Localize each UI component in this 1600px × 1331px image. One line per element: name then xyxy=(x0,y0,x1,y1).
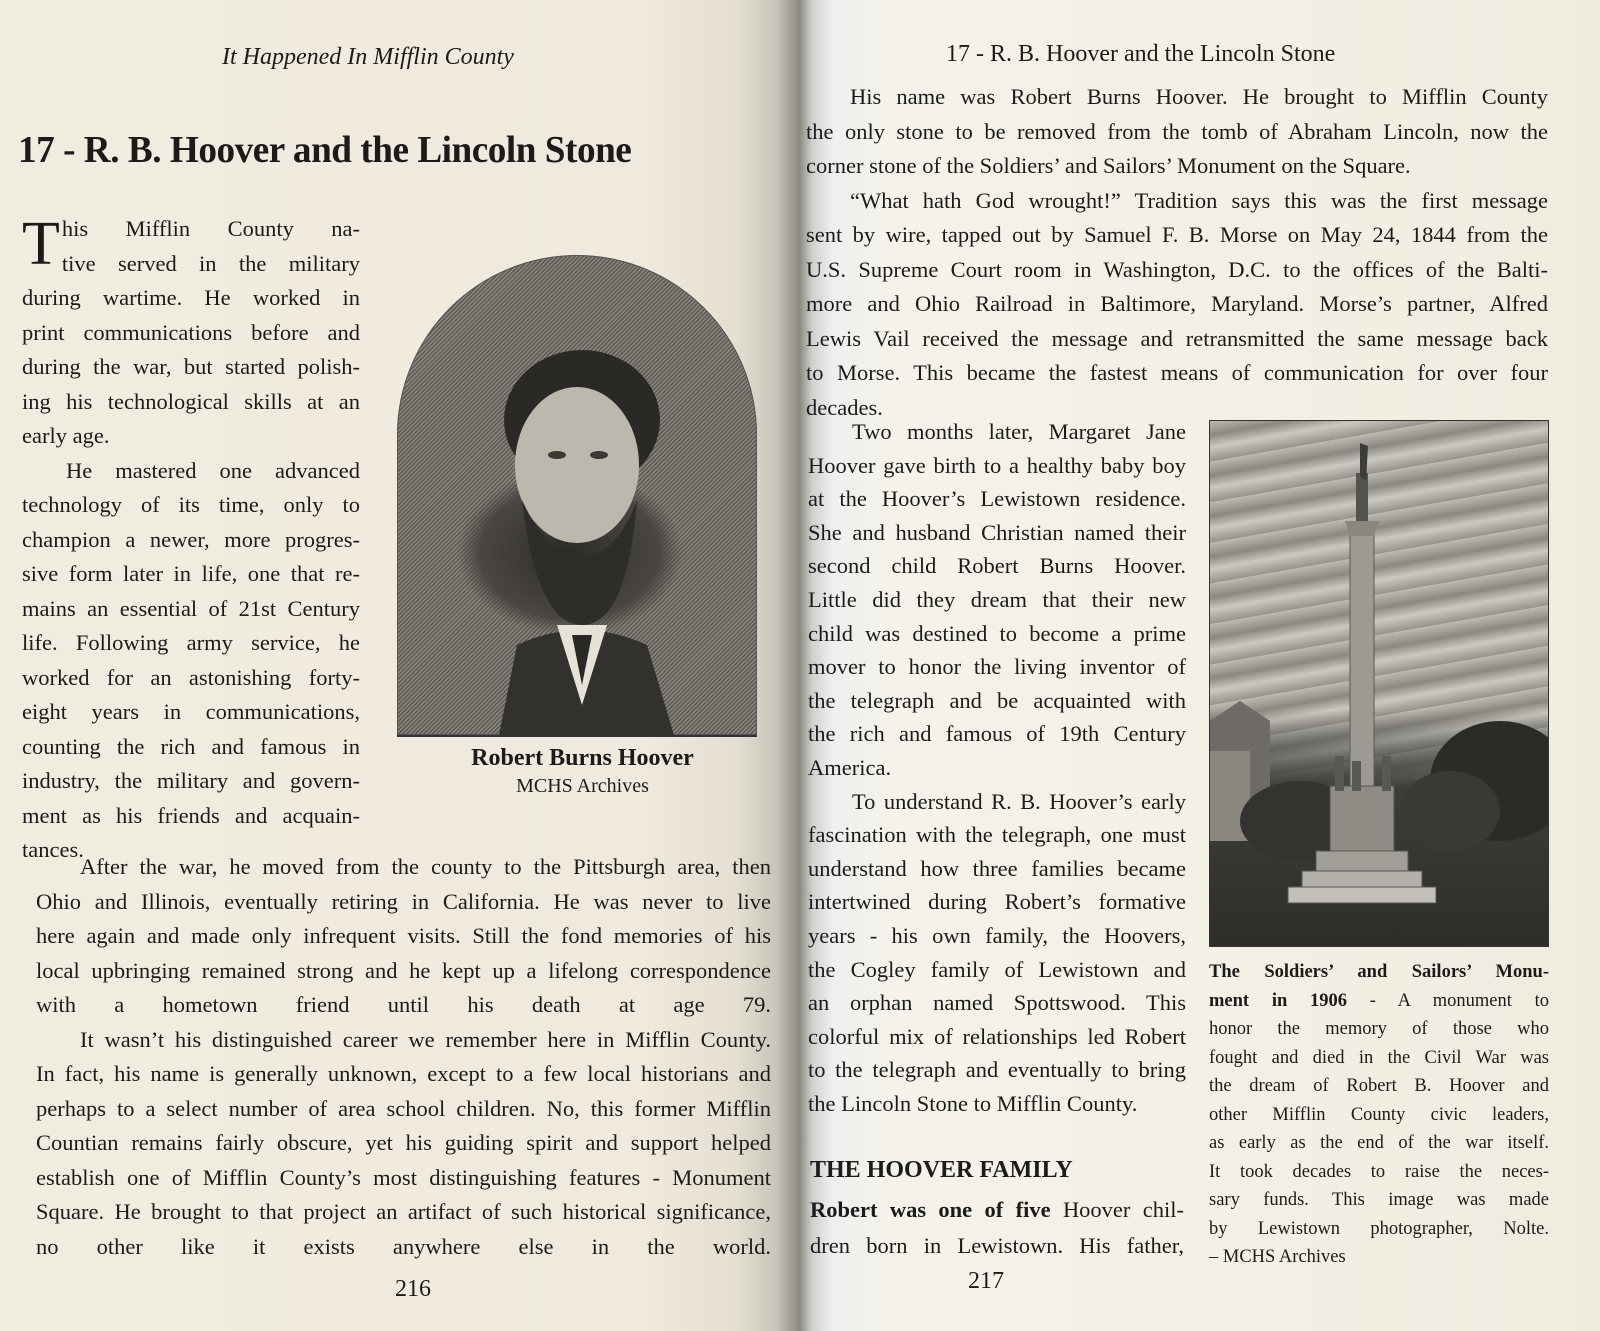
paragraph-birth xyxy=(808,415,1186,785)
text-line: to Morse. This became the fastest means of communication for over four xyxy=(806,360,1548,385)
opening-text-block xyxy=(806,80,1548,425)
text-line: tive served in the military xyxy=(61,250,360,276)
text-line: the rich and famous of 19th Century xyxy=(808,721,1186,747)
text-line: Lewis Vail received the message and retransmitted the same message back xyxy=(806,325,1548,351)
text-line: mover to honor the living inventor of xyxy=(808,654,1186,680)
text-line: establish one of Mifflin County’s most distinguishing features - Monument xyxy=(36,1164,771,1190)
text-line: After the war, he moved from the county to the Pittsburgh area, then xyxy=(80,854,771,879)
text-line: colorful mix of relationships led Robert xyxy=(808,1023,1186,1049)
text-line: more and Ohio Railroad in Baltimore, Maryland. Morse’s partner, Alfred xyxy=(806,291,1548,316)
text-line: tances. xyxy=(22,837,84,862)
portrait-caption-title: Robert Burns Hoover xyxy=(471,745,694,771)
text-line: It wasn’t his distinguished career we remember here in Mifflin County. xyxy=(80,1026,771,1052)
text-line: here again and made only infrequent visits. Still the fond memories of his xyxy=(36,923,771,948)
portrait-figure-illustration xyxy=(477,325,687,737)
text-line: Two months later, Margaret Jane xyxy=(852,419,1186,444)
portrait-caption-source: MCHS Archives xyxy=(516,775,649,797)
text-line: “What hath God wrought!” Tradition says this was the first message xyxy=(850,187,1548,213)
text-line: ment as his friends and acquain- xyxy=(22,802,360,828)
text-line: champion a newer, more progres- xyxy=(22,526,360,552)
text-line xyxy=(810,1192,1184,1228)
text-line: eight years in communications, xyxy=(22,699,360,724)
portrait-engraving-robert-burns-hoover xyxy=(397,255,757,737)
text-line: Hoover gave birth to a healthy baby boy xyxy=(808,452,1186,478)
paragraph-technology xyxy=(22,454,360,868)
text-line: sive form later in life, one that re- xyxy=(22,561,360,586)
page-number-right: 217 xyxy=(968,1268,1004,1294)
caption-line: fought and died in the Civil War was xyxy=(1209,1047,1549,1068)
monument-photograph xyxy=(1209,420,1549,947)
caption-source: – MCHS Archives xyxy=(1209,1247,1346,1267)
text-line: technology of its time, only to xyxy=(22,492,360,517)
text-line: He mastered one advanced xyxy=(66,457,360,483)
caption-line: other Mifflin County civic leaders, xyxy=(1209,1104,1549,1125)
monument-illustration xyxy=(1210,421,1548,946)
caption-line xyxy=(1209,987,1549,1016)
caption-line: the dream of Robert B. Hoover and xyxy=(1209,1076,1549,1096)
text-line: counting the rich and famous in xyxy=(22,733,360,759)
lead-in-bold: Robert was one of five xyxy=(810,1197,1051,1222)
text-line: Countian remains fairly obscure, yet his guiding spirit and support helped xyxy=(36,1130,771,1155)
monument-caption xyxy=(1209,958,1549,1272)
text-line: Little did they dream that their new xyxy=(808,586,1186,612)
narrow-text-column xyxy=(808,415,1186,1120)
text-line: during the war, but started polish- xyxy=(22,354,360,379)
text-line: during wartime. He worked in xyxy=(22,285,360,310)
text-line: at the Hoover’s Lewistown residence. xyxy=(808,486,1186,512)
drop-cap: T xyxy=(22,210,60,278)
chapter-title: 17 - R. B. Hoover and the Lincoln Stone xyxy=(18,129,632,171)
right-page xyxy=(800,0,1600,1331)
paragraph-three-families xyxy=(808,785,1186,1121)
section-heading-hoover-family: THE HOOVER FAMILY xyxy=(810,1157,1073,1183)
text-line: an orphan named Spottswood. This xyxy=(808,990,1186,1016)
text-line: to the telegraph and eventually to bring xyxy=(808,1057,1186,1083)
text-line: decades. xyxy=(806,394,883,420)
text-line: industry, the military and govern- xyxy=(22,768,360,793)
text-line: fascination with the telegraph, one must xyxy=(808,822,1186,848)
text-line: Square. He brought to that project an artifact of such historical significance, xyxy=(36,1199,771,1224)
text-line: mains an essential of 21st Century xyxy=(22,595,360,621)
text-line: child was destined to become a prime xyxy=(808,620,1186,646)
text-line: the Lincoln Stone to Mifflin County. xyxy=(808,1090,1138,1116)
text-line: second child Robert Burns Hoover. xyxy=(808,553,1186,579)
caption-line xyxy=(1209,958,1549,987)
running-head-chapter: 17 - R. B. Hoover and the Lincoln Stone xyxy=(946,41,1336,67)
text-line: In fact, his name is generally unknown, except to a few local historians and xyxy=(36,1061,771,1086)
section-body xyxy=(810,1192,1184,1264)
text-line: perhaps to a select number of area school children. No, this former Mifflin xyxy=(36,1095,771,1121)
paragraph-after-war xyxy=(36,850,771,1023)
text-line: U.S. Supreme Court room in Washington, D.C. to the offices of the Balti- xyxy=(806,256,1548,282)
paragraph-remember xyxy=(36,1023,771,1265)
text-line-rest: Hoover chil- xyxy=(1050,1197,1184,1222)
caption-line: honor the memory of those who xyxy=(1209,1019,1549,1039)
text-line: life. Following army service, he xyxy=(22,630,360,655)
portrait-caption xyxy=(380,743,785,799)
page-number-left: 216 xyxy=(395,1276,431,1302)
text-line: with a hometown friend until his death at age 79. xyxy=(36,992,771,1017)
text-line: intertwined during Robert’s formative xyxy=(808,889,1186,915)
text-line: no other like it exists anywhere else in the world. xyxy=(36,1233,771,1259)
text-line: ing his technological skills at an xyxy=(22,388,360,414)
text-line: his Mifflin County na- xyxy=(61,216,360,241)
caption-line: sary funds. This image was made xyxy=(1209,1190,1549,1210)
text-line: the telegraph and be acquainted with xyxy=(808,687,1186,713)
text-line: print communications before and xyxy=(22,319,360,345)
text-line: the only stone to be removed from the tomb of Abraham Lincoln, now the xyxy=(806,118,1548,144)
text-line: understand how three families became xyxy=(808,855,1186,881)
text-line: dren born in Lewistown. His father, xyxy=(810,1233,1184,1258)
text-line: sent by wire, tapped out by Samuel F. B. Morse on May 24, 1844 from the xyxy=(806,222,1548,247)
text-line: years - his own family, the Hoovers, xyxy=(808,922,1186,948)
text-line: the Cogley family of Lewistown and xyxy=(808,956,1186,982)
text-line: early age. xyxy=(22,423,110,448)
text-line: America. xyxy=(808,754,892,780)
caption-line: by Lewistown photographer, Nolte. xyxy=(1209,1218,1549,1239)
intro-column xyxy=(22,212,360,868)
caption-bold-text: The Soldiers’ and Sailors’ Monu- xyxy=(1209,962,1549,982)
text-line: His name was Robert Burns Hoover. He brought to Mifflin County xyxy=(850,84,1548,109)
caption-bold-text: ment in 1906 xyxy=(1209,990,1347,1011)
text-line: Ohio and Illinois, eventually retiring in California. He was never to live xyxy=(36,888,771,914)
paragraph-intro xyxy=(22,212,360,454)
text-line: She and husband Christian named their xyxy=(808,519,1186,545)
text-line: local upbringing remained strong and he kept up a lifelong correspondence xyxy=(36,957,771,983)
running-head-book-title: It Happened In Mifflin County xyxy=(222,44,514,70)
caption-line: as early as the end of the war itself. xyxy=(1209,1133,1549,1153)
caption-line: It took decades to raise the neces- xyxy=(1209,1161,1549,1182)
wide-text-block xyxy=(36,850,771,1264)
text-line: corner stone of the Soldiers’ and Sailors’ Monument on the Square. xyxy=(806,153,1411,178)
caption-text: - A monument to xyxy=(1347,990,1549,1011)
text-line: To understand R. B. Hoover’s early xyxy=(852,788,1186,814)
text-line: worked for an astonishing forty- xyxy=(22,664,360,690)
